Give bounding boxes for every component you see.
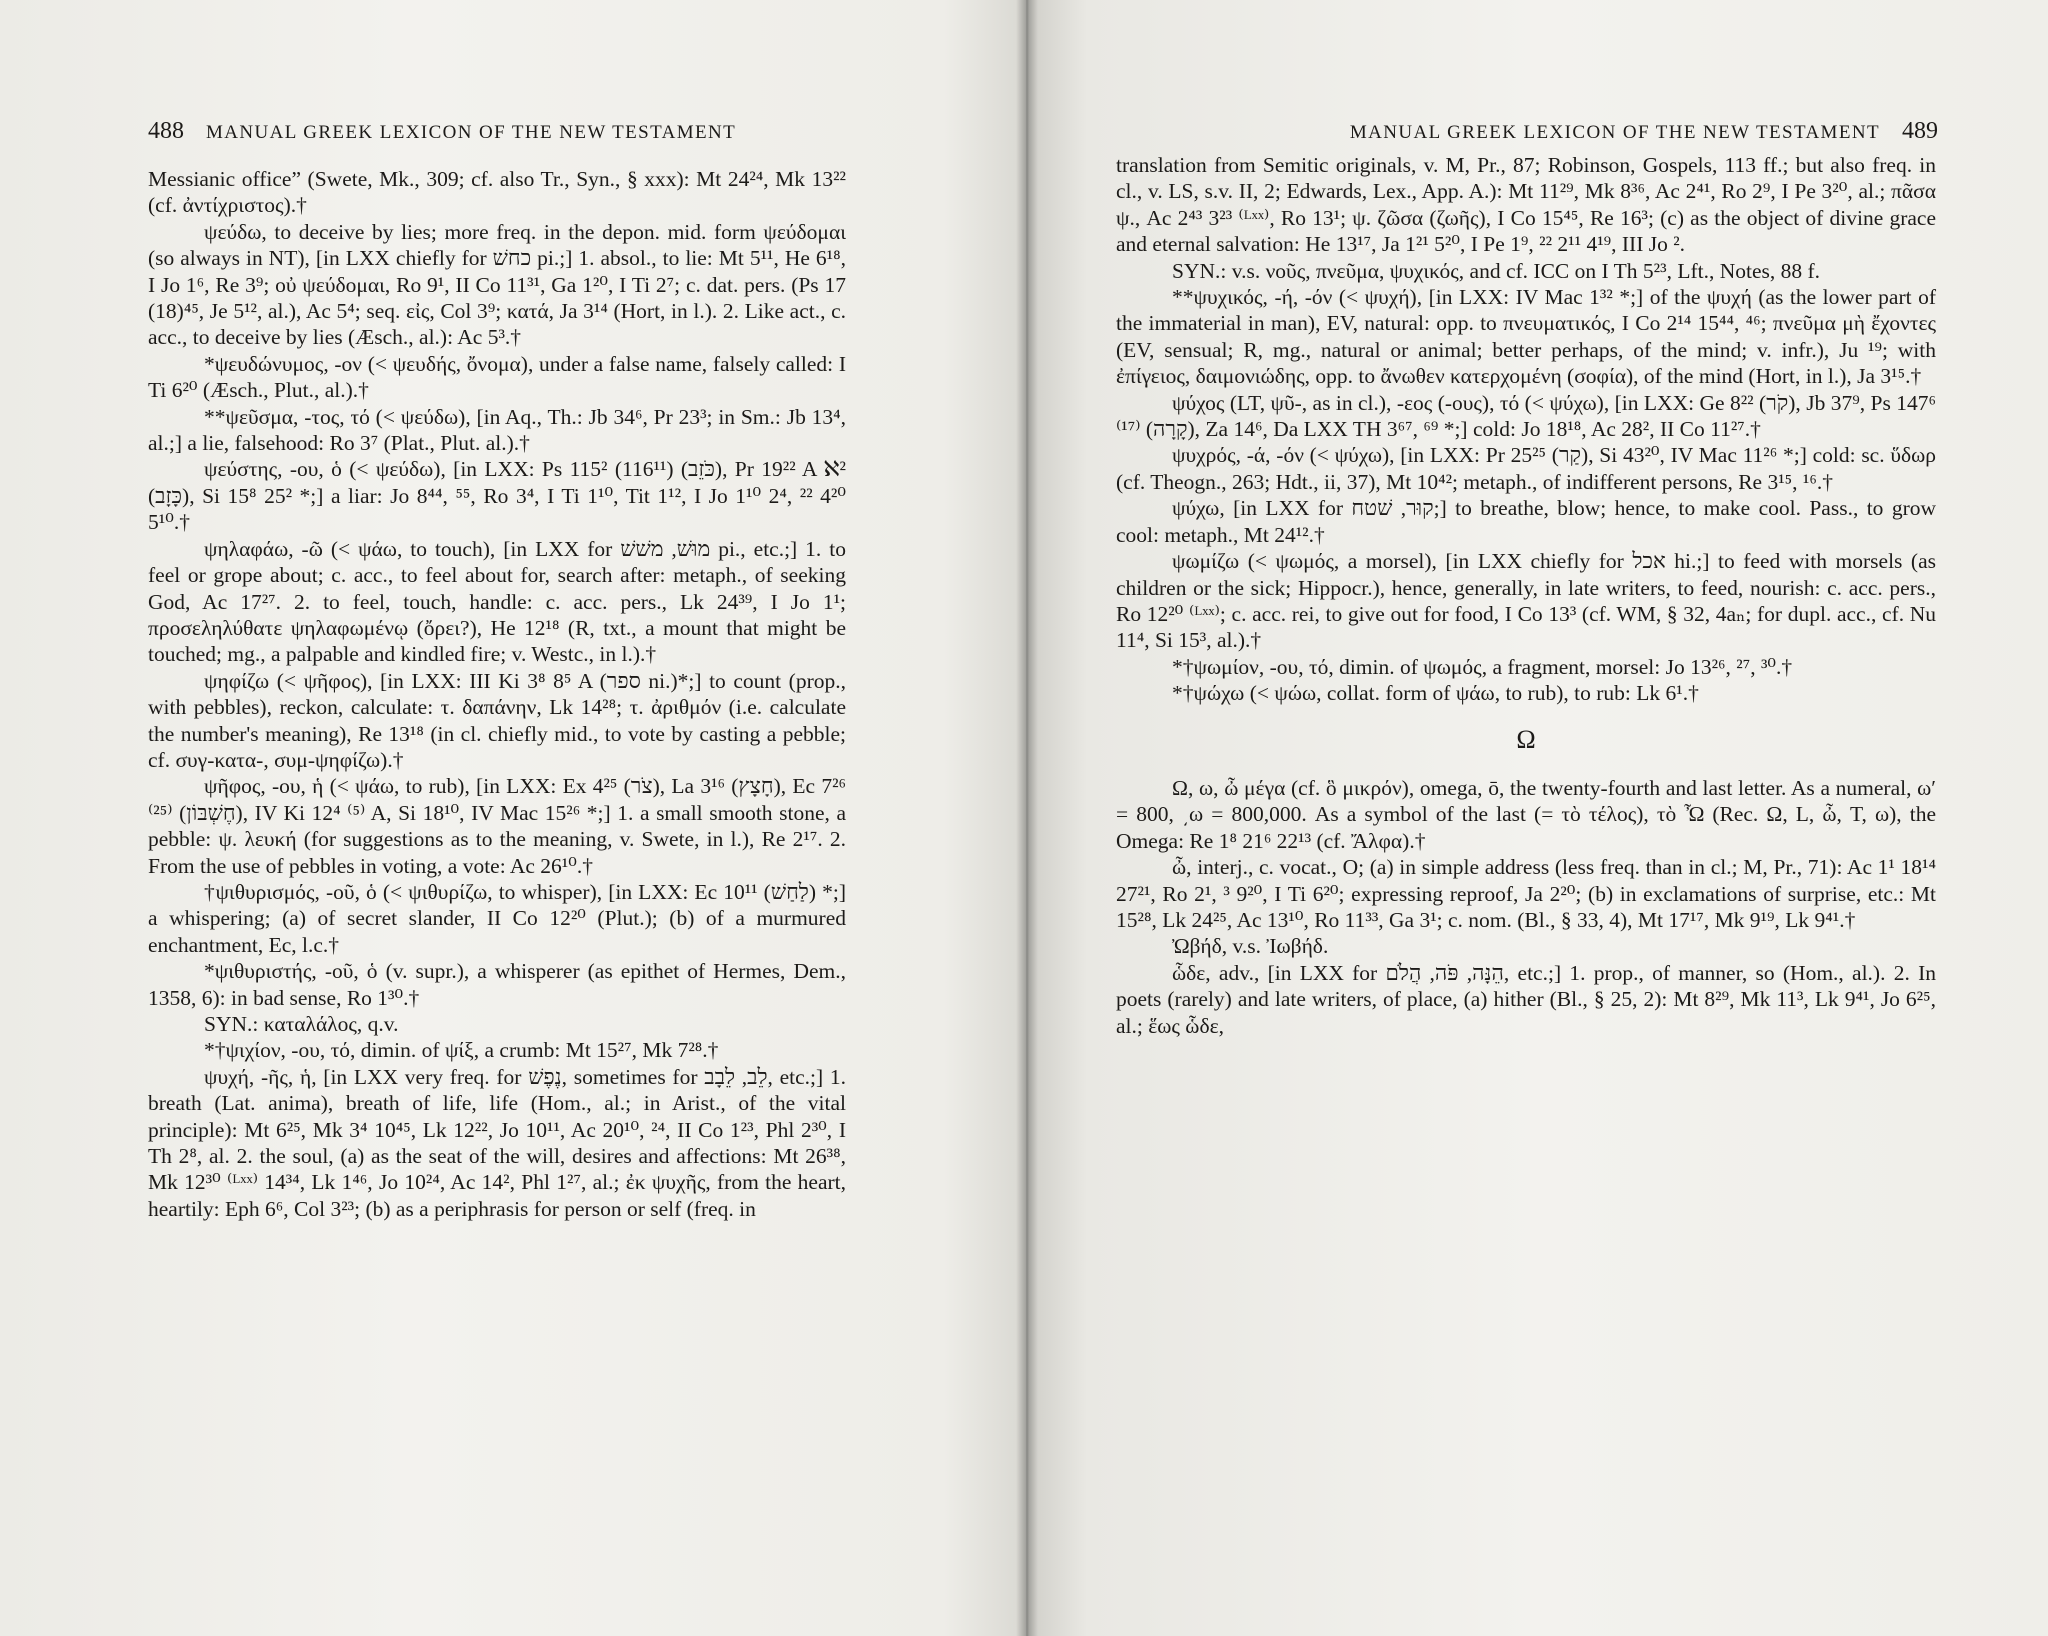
entry-psomizo: ψωμίζω (< ψωμός, a morsel), [in LXX chiefly for אכל hi.;] to feed with morsels (as children or the sick; Hippocr.), hence, generally, in late writers, to feed, nourish: c. acc. pers., Ro 12²⁰ ⁽ᴸˣˣ⁾; c. acc. rei, to give out for food, I Co 13³ (cf. WM, § 32, 4aₙ; for dupl. acc., cf. Nu 11⁴, Si 15³, al.).† <box>1116 549 1936 653</box>
entry-continuation: translation from Semitic originals, v. M, Pr., 87; Robinson, Gospels, 113 ff.; but also freq. in cl., v. LS, s.v. II, 2; Edwards, Lex., App. A.): Mt 11²⁹, Mk 8³⁶, Ac 2⁴¹, Ro 2⁹, I Pe 3²⁰, al.; πᾶσα ψ., Ac 2⁴³ 3²³ ⁽ᴸˣˣ⁾, Ro 13¹; ψ. ζῶσα (ζωῆς), I Co 15⁴⁵, Re 16³; (c) as the object of divine grace and eternal salvation: He 13¹⁷, Ja 1²¹ 5²⁰, I Pe 1⁹, ²² 2¹¹ 4¹⁹, III Jo ². <box>1116 153 1936 257</box>
entry-pseustes: ψεύστης, -ου, ὁ (< ψεύδω), [in LXX: Ps 115² (116¹¹) (כֹּזֵב), Pr 19²² A ℵ² (כָּזָב), Si 15⁸ 25² *;] a liar: Jo 8⁴⁴, ⁵⁵, Ro 3⁴, I Ti 1¹⁰, Tit 1¹², I Jo 1¹⁰ 2⁴, ²² 4²⁰ 5¹⁰.† <box>148 457 847 535</box>
left-text-column <box>148 166 846 1222</box>
right-page <box>1026 0 2048 1636</box>
entry-continuation: Messianic office” (Swete, Mk., 309; cf. also Tr., Syn., § xxx): Mt 24²⁴, Mk 13²² (cf. ἀντίχριστος).† <box>148 167 846 218</box>
right-running-title: MANUAL GREEK LEXICON OF THE NEW TESTAMENT <box>1349 122 1880 143</box>
entry-pseusma: **ψεῦσμα, -τος, τό (< ψεύδω), [in Aq., Th.: Jb 34⁶, Pr 23³; in Sm.: Jb 13⁴, al.;] a lie, falsehood: Ro 3⁷ (Plat., Plut. al.).† <box>148 404 846 456</box>
synonym-note: SYN.: καταλάλος, q.v. <box>204 1012 399 1036</box>
entry-obed: Ὠβήδ, v.s. Ἰωβήδ. <box>1172 934 1329 959</box>
right-page-number: 489 <box>1902 118 1938 144</box>
entry-psyche: ψυχή, -ῆς, ἡ, [in LXX very freq. for נֶפֶשׁ, sometimes for לֵב, לֵבָב, etc.;] 1. breath (Lat. anima), breath of life, life (Hom., al.; in Arist., of the vital principle): Mt 6²⁵, Mk 3⁴ 10⁴⁵, Lk 12²², Jo 10¹¹, Ac 20¹⁰, ²⁴, II Co 1²³, Phl 2³⁰, I Th 2⁸, al. 2. the soul, (a) as the seat of the will, desires and affections: Mt 26³⁸, Mk 12³⁰ ⁽ᴸˣˣ⁾ 14³⁴, Lk 1⁴⁶, Jo 10²⁴, Ac 14², Phl 1²⁷, al.; ἐκ ψυχῆς, from the heart, heartily: Eph 6⁶, Col 3²³; (b) as a periphrasis for person or self (freq. in <box>148 1064 847 1221</box>
entry-psephizo: ψηφίζω (< ψῆφος), [in LXX: III Ki 3⁸ 8⁵ A (ספר ni.)*;] to count (prop., with pebbles), reckon, calculate: τ. δαπάνην, Lk 14²⁸; τ. ἀριθμόν (i.e. calculate the number's meaning), Re 13¹⁸ (in cl. chiefly mid., to vote by casting a pebble; cf. συγ-κατα-, συμ-ψηφίζω).† <box>148 668 847 772</box>
entry-psomion: *†ψωμίον, -ου, τό, dimin. of ψωμός, a fragment, morsel: Jo 13²⁶, ²⁷, ³⁰.† <box>1172 654 1793 679</box>
entry-psephos: ψῆφος, -ου, ἡ (< ψάω, to rub), [in LXX: Ex 4²⁵ (צֹר), La 3¹⁶ (חָצָץ), Ec 7²⁶ ⁽²⁵⁾ (חֶשְׁבּוֹן), IV Ki 12⁴ ⁽⁵⁾ A, Si 18¹⁰, IV Mac 15²⁶ *;] 1. a small smooth stone, a pebble: ψ. λευκή (for suggestions as to the meaning, v. Swete, in l.), Re 2¹⁷. 2. From the use of pebbles in voting, a vote: Ac 26¹⁰.† <box>148 774 847 878</box>
entry-pseudonymos: *ψευδώνυμος, -ον (< ψευδής, ὄνομα), under a false name, falsely called: I Ti 6²⁰ (Æsch., Plut., al.).† <box>148 351 846 403</box>
book-gutter <box>1016 0 1038 1636</box>
entry-psychos: ψύχος (LT, ψῦ-, as in cl.), -εος (-ους), τό (< ψύχω), [in LXX: Ge 8²² (קֹר), Jb 37⁹, Ps 147⁶ ⁽¹⁷⁾ (קָרָה), Za 14⁶, Da LXX TH 3⁶⁷, ⁶⁹ *;] cold: Jo 18¹⁸, Ac 28², II Co 11²⁷.† <box>1116 390 1936 442</box>
entry-pseudo: ψεύδω, to deceive by lies; more freq. in the depon. mid. form ψεύδομαι (so always in NT), [in LXX chiefly for כחשׁ pi.;] 1. absol., to lie: Mt 5¹¹, He 6¹⁸, I Jo 1⁶, Re 3⁹; οὐ ψεύδομαι, Ro 9¹, II Co 11³¹, Ga 1²⁰, I Ti 2⁷; c. dat. pers. (Ps 17 (18)⁴⁵, Je 5¹², al.), Ac 5⁴; seq. εἰς, Col 3⁹; κατά, Ja 3¹⁴ (Hort, in l.). 2. Like act., c. acc., to deceive by lies (Æsch., al.): Ac 5³.† <box>148 219 846 350</box>
left-running-head <box>148 118 848 145</box>
entry-psychikos: **ψυχικός, -ή, -όν (< ψυχή), [in LXX: IV Mac 1³² *;] of the ψυχή (as the lower part of the immaterial in man), EV, natural: opp. to πνευματικός, I Co 2¹⁴ 15⁴⁴, ⁴⁶; πνεῦμα μὴ ἔχοντες (EV, sensual; R, mg., natural or animal; better perhaps, of the mind; v. infr.), Ju ¹⁹; with ἐπίγειος, δαιμονιώδης, opp. to ἄνωθεν κατερχομένη (σοφία), of the mind (Hort, in l.), Ja 3¹⁵.† <box>1116 285 1936 389</box>
entry-o-interjection: ὦ, interj., c. vocat., O; (a) in simple address (less freq. than in cl.; M, Pr., 71): Ac 1¹ 18¹⁴ 27²¹, Ro 2¹, ³ 9²⁰, I Ti 6²⁰; expressing reproof, Ja 2²⁰; (b) in exclamations of surprise, etc.: Mt 15²⁸, Lk 24²⁵, Ac 13¹⁰, Ro 11³³, Ga 3¹; c. nom. (Bl., § 33, 4), Mt 17¹⁷, Mk 9¹⁹, Lk 9⁴¹.† <box>1116 855 1936 932</box>
entry-omega: Ω, ω, ὦ μέγα (cf. ὃ μικρόν), omega, ō, the twenty-fourth and last letter. As a numeral, ω′ = 800, ͵ω = 800,000. As a symbol of the last (= τὸ τέλος), τὸ Ὦ (Rec. Ω, L, ὦ, T, ω), the Omega: Re 1⁸ 21⁶ 22¹³ (cf. Ἄλφα).† <box>1116 775 1936 853</box>
entry-psichion: *†ψιχίον, -ου, τό, dimin. of ψίξ, a crumb: Mt 15²⁷, Mk 7²⁸.† <box>204 1038 719 1063</box>
entry-pselaphao: ψηλαφάω, -ῶ (< ψάω, to touch), [in LXX for מוּשׁ, משׁשׁ pi., etc.;] 1. to feel or grope about; c. acc., to feel about for, search after: metaph., of seeking God, Ac 17²⁷. 2. to feel, touch, handle: c. acc. pers., Lk 24³⁹, I Jo 1¹; προσεληλύθατε ψηλαφωμένῳ (ὄρει?), He 12¹⁸ (R, txt., a mount that might be touched; mg., a palpable and kindled fire; v. Westc., in l.).† <box>148 536 846 667</box>
entry-psocho: *†ψώχω (< ψώω, collat. form of ψάω, to rub), to rub: Lk 6¹.† <box>1172 681 1699 706</box>
synonym-note: SYN.: v.s. νοῦς, πνεῦμα, ψυχικός, and cf. ICC on I Th 5²³, Lft., Notes, 88 f. <box>1172 258 1821 283</box>
entry-psithuristes: *ψιθυριστής, -οῦ, ὁ (v. supr.), a whisperer (as epithet of Hermes, Dem., 1358, 6): in bad sense, Ro 1³⁰.† <box>148 959 846 1010</box>
entry-psycho: ψύχω, [in LXX for קוּר, שׁטח;] to breathe, blow; hence, to make cool. Pass., to grow cool: metaph., Mt 24¹².† <box>1116 496 1936 547</box>
right-text-column <box>1116 152 1936 1039</box>
section-letter-heading: Ω <box>1516 724 1536 754</box>
entry-psithurismos: †ψιθυρισμός, -οῦ, ὁ (< ψιθυρίζω, to whisper), [in LXX: Ec 10¹¹ (לַחַשׁ) *;] a whispering; (a) of secret slander, II Co 12²⁰ (Plut.); (b) of a murmured enchantment, Ec, l.c.† <box>148 879 846 957</box>
entry-psychros: ψυχρός, -ά, -όν (< ψύχω), [in LXX: Pr 25²⁵ (קַר), Si 43²⁰, IV Mac 11²⁶ *;] cold: sc. ὕδωρ (cf. Theogn., 263; Hdt., ii, 37), Mt 10⁴²; metaph., of indifferent persons, Re 3¹⁵, ¹⁶.† <box>1116 443 1936 494</box>
left-page-number: 488 <box>148 118 184 144</box>
entry-hode: ὧδε, adv., [in LXX for הֵנָּה, פֹּה, הֲלֹם, etc.;] 1. prop., of manner, so (Hom., al.). 2. In poets (rarely) and late writers, of place, (a) hither (Bl., § 25, 2): Mt 8²⁹, Mk 11³, Lk 9⁴¹, Jo 6²⁵, al.; ἕως ὧδε, <box>1116 960 1937 1038</box>
right-running-head <box>1178 118 1938 145</box>
left-running-title: MANUAL GREEK LEXICON OF THE NEW TESTAMENT <box>206 122 737 143</box>
